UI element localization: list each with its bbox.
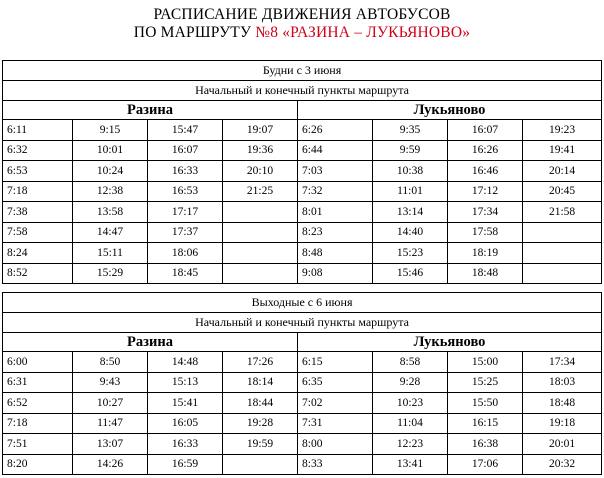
time-cell [223,454,298,475]
time-cell: 15:11 [73,243,148,264]
time-cell: 13:58 [73,202,148,223]
time-cell: 19:07 [223,120,298,141]
time-cell: 11:04 [373,413,448,434]
time-cell: 9:43 [73,372,148,393]
time-cell: 6:11 [3,120,73,141]
time-cell: 12:23 [373,434,448,455]
time-cell: 7:31 [298,413,373,434]
weekend-stop-left: Разина [3,333,298,352]
time-cell: 16:33 [148,161,223,182]
time-cell: 6:00 [3,352,73,373]
time-cell: 19:59 [223,434,298,455]
time-cell: 18:14 [223,372,298,393]
time-cell [223,202,298,223]
time-cell: 10:01 [73,140,148,161]
time-cell [223,263,298,284]
time-cell: 9:35 [373,120,448,141]
time-cell: 15:41 [148,393,223,414]
time-cell: 6:35 [298,372,373,393]
time-cell: 16:15 [448,413,523,434]
time-cell: 20:32 [523,454,602,475]
table-row [3,413,602,434]
time-cell: 13:07 [73,434,148,455]
time-cell: 13:14 [373,202,448,223]
table-row [3,202,602,223]
time-cell: 9:59 [373,140,448,161]
table-row [3,352,602,373]
table-row [3,222,602,243]
time-cell: 8:00 [298,434,373,455]
table-row [3,161,602,182]
table-row [3,434,602,455]
time-cell: 14:40 [373,222,448,243]
time-cell: 19:41 [523,140,602,161]
time-cell: 10:23 [373,393,448,414]
time-cell: 8:33 [298,454,373,475]
time-cell: 19:18 [523,413,602,434]
time-cell: 16:33 [148,434,223,455]
time-cell: 6:44 [298,140,373,161]
time-cell: 7:18 [3,413,73,434]
weekend-subheader: Начальный и конечный пункты маршрута [3,313,602,333]
time-cell: 15:29 [73,263,148,284]
time-cell: 21:25 [223,181,298,202]
time-cell: 12:38 [73,181,148,202]
time-cell: 18:44 [223,393,298,414]
time-cell: 7:51 [3,434,73,455]
time-cell: 9:15 [73,120,148,141]
time-cell: 14:47 [73,222,148,243]
time-cell: 15:50 [448,393,523,414]
time-cell: 11:47 [73,413,148,434]
time-cell: 8:58 [373,352,448,373]
time-cell: 17:34 [523,352,602,373]
table-row [3,372,602,393]
time-cell [523,263,602,284]
time-cell: 18:06 [148,243,223,264]
time-cell: 15:47 [148,120,223,141]
weekday-schedule-table [2,60,602,284]
weekday-stop-right: Лукьяново [298,101,602,120]
table-row [3,181,602,202]
time-cell: 8:23 [298,222,373,243]
table-row [3,140,602,161]
time-cell: 7:03 [298,161,373,182]
time-cell: 8:52 [3,263,73,284]
table-row [3,243,602,264]
time-cell: 16:59 [148,454,223,475]
time-cell: 16:26 [448,140,523,161]
time-cell: 13:41 [373,454,448,475]
time-cell: 10:38 [373,161,448,182]
weekend-header: Выходные с 6 июня [3,293,602,313]
weekend-stop-right: Лукьяново [298,333,602,352]
time-cell: 8:01 [298,202,373,223]
time-cell: 17:06 [448,454,523,475]
table-row [3,263,602,284]
time-cell: 6:32 [3,140,73,161]
time-cell: 19:28 [223,413,298,434]
time-cell: 15:46 [373,263,448,284]
time-cell: 10:27 [73,393,148,414]
title-line-1: РАСПИСАНИЕ ДВИЖЕНИЯ АВТОБУСОВ [153,6,451,23]
time-cell: 8:48 [298,243,373,264]
time-cell: 18:48 [523,393,602,414]
time-cell: 14:48 [148,352,223,373]
time-cell: 6:31 [3,372,73,393]
time-cell: 15:13 [148,372,223,393]
time-cell: 17:17 [148,202,223,223]
time-cell: 17:34 [448,202,523,223]
time-cell: 16:07 [148,140,223,161]
time-cell: 14:26 [73,454,148,475]
time-cell: 20:45 [523,181,602,202]
time-cell: 7:32 [298,181,373,202]
title-line-2 [0,24,604,42]
time-cell: 9:08 [298,263,373,284]
time-cell: 18:45 [148,263,223,284]
time-cell: 10:24 [73,161,148,182]
time-cell: 6:52 [3,393,73,414]
time-cell: 20:14 [523,161,602,182]
weekday-header: Будни с 3 июня [3,61,602,81]
time-cell [223,222,298,243]
time-cell: 17:58 [448,222,523,243]
time-cell: 16:53 [148,181,223,202]
time-cell [523,243,602,264]
time-cell: 21:58 [523,202,602,223]
time-cell: 17:37 [148,222,223,243]
time-cell: 17:26 [223,352,298,373]
time-cell: 11:01 [373,181,448,202]
route-name: №8 «РАЗИНА – ЛУКЬЯНОВО» [255,24,471,41]
time-cell: 18:48 [448,263,523,284]
time-cell: 7:02 [298,393,373,414]
time-cell: 6:15 [298,352,373,373]
table-row [3,393,602,414]
weekday-stop-left: Разина [3,101,298,120]
time-cell: 7:58 [3,222,73,243]
time-cell: 18:19 [448,243,523,264]
time-cell: 8:24 [3,243,73,264]
table-row [3,454,602,475]
time-cell: 15:23 [373,243,448,264]
time-cell: 8:50 [73,352,148,373]
time-cell [223,243,298,264]
time-cell: 7:18 [3,181,73,202]
time-cell: 19:23 [523,120,602,141]
time-cell: 16:07 [448,120,523,141]
title-prefix: ПО МАРШРУТУ [133,24,256,41]
time-cell: 16:05 [148,413,223,434]
time-cell: 15:25 [448,372,523,393]
time-cell: 9:28 [373,372,448,393]
time-cell: 20:10 [223,161,298,182]
time-cell [523,222,602,243]
time-cell: 19:36 [223,140,298,161]
time-cell: 16:46 [448,161,523,182]
time-cell: 18:03 [523,372,602,393]
time-cell: 6:26 [298,120,373,141]
time-cell: 6:53 [3,161,73,182]
time-cell: 16:38 [448,434,523,455]
table-row [3,120,602,141]
time-cell: 20:01 [523,434,602,455]
weekend-schedule-table [2,292,602,475]
time-cell: 7:38 [3,202,73,223]
time-cell: 17:12 [448,181,523,202]
time-cell: 8:20 [3,454,73,475]
time-cell: 15:00 [448,352,523,373]
weekday-subheader: Начальный и конечный пункты маршрута [3,81,602,101]
